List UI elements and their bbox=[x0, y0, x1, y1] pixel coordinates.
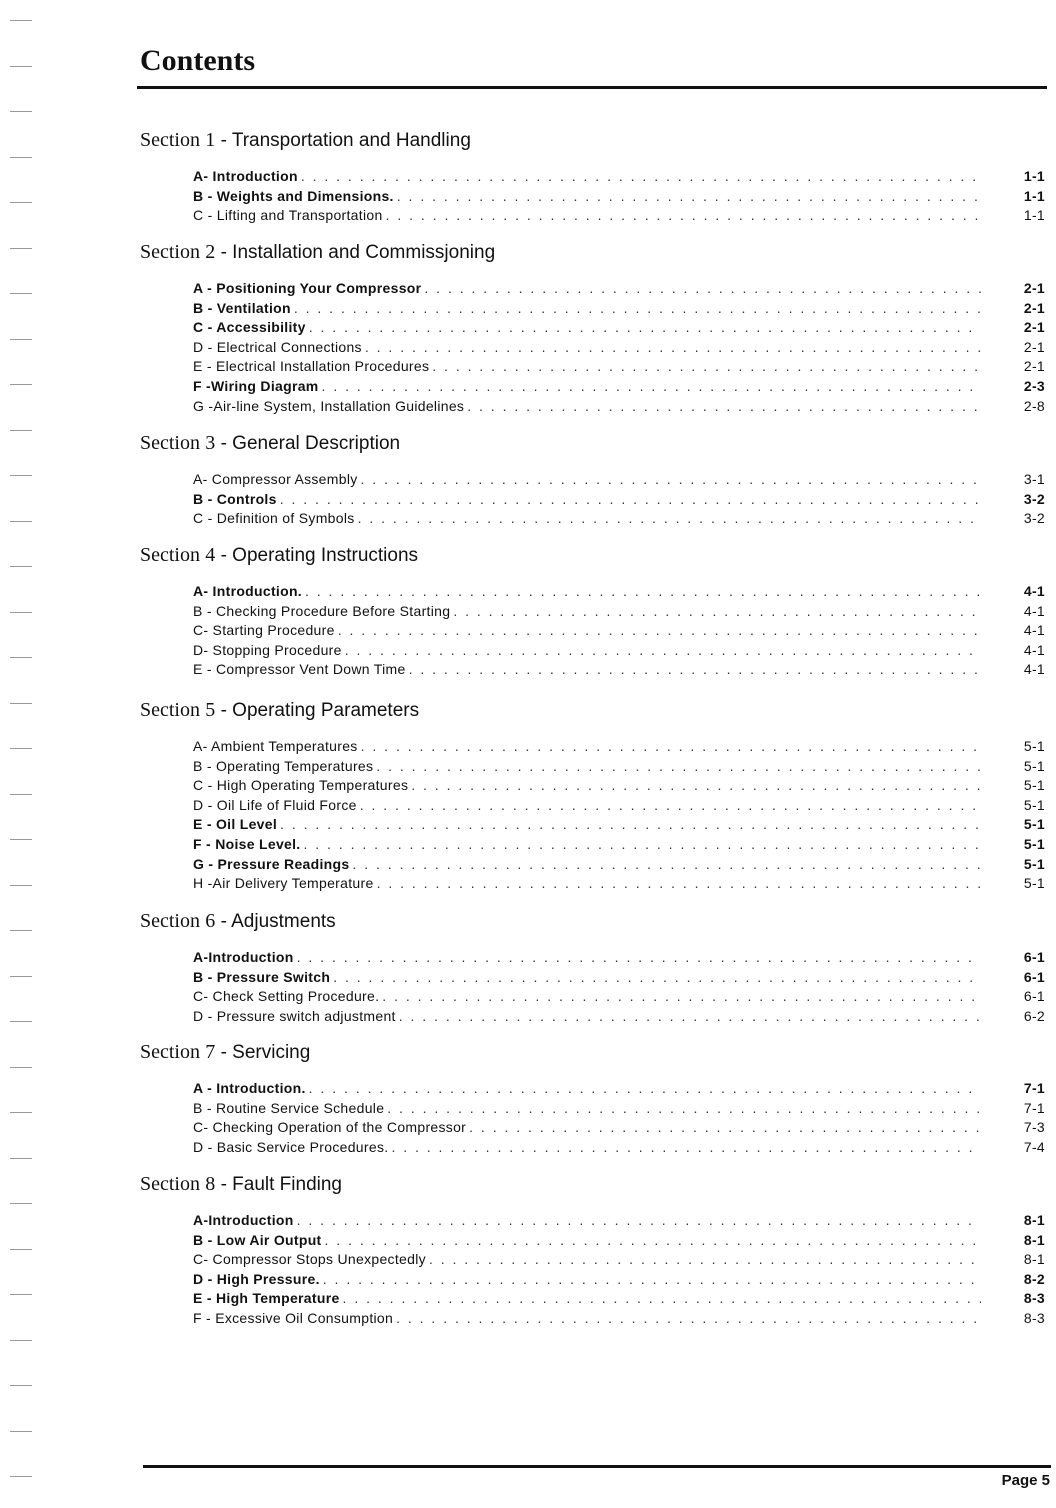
dot-leader bbox=[429, 1250, 981, 1270]
section-title: - Installation and Commissjoning bbox=[220, 242, 496, 263]
section-title: - Servicing bbox=[220, 1042, 311, 1063]
section-heading[interactable] bbox=[140, 241, 1045, 279]
section-word: Section bbox=[140, 1173, 200, 1195]
entry-label: D - Electrical Connections bbox=[193, 338, 362, 355]
entry-page: 2-1 bbox=[1023, 280, 1045, 296]
toc-entry[interactable] bbox=[193, 1138, 1045, 1158]
toc-entry[interactable] bbox=[193, 299, 1045, 319]
binding-mark bbox=[10, 202, 32, 203]
entry-label: B - Pressure Switch bbox=[193, 968, 331, 985]
toc-entry[interactable] bbox=[193, 1270, 1045, 1290]
entry-label: D - Basic Service Procedures. bbox=[193, 1138, 389, 1155]
toc-entry[interactable] bbox=[193, 1211, 1045, 1231]
entry-label: D - High Pressure. bbox=[193, 1270, 320, 1287]
section-heading[interactable] bbox=[140, 129, 1045, 167]
binding-mark bbox=[10, 475, 32, 476]
entry-label: F -Wiring Diagram bbox=[193, 377, 319, 394]
section-word: Section bbox=[140, 544, 200, 566]
section-number: 5 bbox=[205, 699, 216, 721]
binding-mark bbox=[10, 521, 32, 522]
entry-page: 2-1 bbox=[1023, 299, 1045, 316]
dot-leader bbox=[338, 621, 981, 641]
binding-mark bbox=[10, 157, 32, 158]
dot-leader bbox=[301, 167, 981, 187]
toc-entry[interactable] bbox=[193, 279, 1045, 299]
dot-leader bbox=[386, 206, 981, 226]
entry-label: B - Checking Procedure Before Starting bbox=[193, 602, 451, 619]
entry-label: C- Starting Procedure bbox=[193, 622, 335, 639]
entry-page: 5-1 bbox=[1023, 777, 1045, 794]
dot-leader bbox=[294, 299, 981, 319]
entry-label: C - High Operating Temperatures bbox=[193, 777, 409, 794]
toc-section-2 bbox=[140, 241, 1045, 416]
section-word: Section bbox=[140, 910, 200, 932]
toc-entry[interactable] bbox=[193, 855, 1045, 875]
binding-mark bbox=[10, 1294, 32, 1295]
dot-leader bbox=[297, 1211, 981, 1231]
entry-page: 8-1 bbox=[1023, 1212, 1045, 1228]
binding-mark bbox=[10, 293, 32, 294]
section-heading[interactable] bbox=[140, 910, 1045, 948]
section-number: 6 bbox=[205, 910, 216, 932]
toc-entry[interactable] bbox=[193, 660, 1045, 680]
entry-page: 4-1 bbox=[1023, 641, 1045, 658]
entry-label: A- Compressor Assembly bbox=[193, 471, 358, 487]
dot-leader bbox=[376, 757, 981, 777]
dot-leader bbox=[411, 776, 981, 796]
binding-mark bbox=[10, 1112, 32, 1113]
entry-page: 7-1 bbox=[1023, 1099, 1045, 1116]
binding-mark bbox=[10, 20, 32, 21]
binding-mark bbox=[10, 794, 32, 795]
section-word: Section bbox=[140, 432, 200, 454]
dot-leader bbox=[387, 1099, 981, 1119]
entry-label: A- Introduction bbox=[193, 168, 298, 184]
dot-leader bbox=[297, 948, 981, 968]
section-title: - Fault Finding bbox=[220, 1174, 343, 1195]
entry-label: F - Noise Level. bbox=[193, 835, 301, 852]
binding-mark bbox=[10, 430, 32, 431]
entry-label: B - Operating Temperatures bbox=[193, 757, 374, 774]
entry-label: C - Lifting and Transportation bbox=[193, 207, 383, 224]
toc-entry[interactable] bbox=[193, 490, 1045, 510]
section-title: - Operating Instructions bbox=[220, 545, 419, 566]
binding-mark bbox=[10, 930, 32, 931]
binding-mark bbox=[10, 976, 32, 977]
entry-label: B - Weights and Dimensions. bbox=[193, 187, 394, 204]
dot-leader bbox=[280, 490, 981, 510]
entry-page: 8-1 bbox=[1023, 1251, 1045, 1268]
toc-section-1 bbox=[140, 129, 1045, 226]
entry-page: 1-1 bbox=[1023, 207, 1045, 224]
toc-entry[interactable] bbox=[193, 815, 1045, 835]
toc-section-8 bbox=[140, 1173, 1045, 1329]
dot-leader bbox=[382, 987, 981, 1007]
entry-page: 6-2 bbox=[1023, 1007, 1045, 1024]
entry-page: 7-4 bbox=[1023, 1138, 1045, 1155]
entry-label: B - Controls bbox=[193, 490, 277, 507]
dot-leader bbox=[365, 338, 981, 358]
entry-label: A- Ambient Temperatures bbox=[193, 738, 358, 754]
dot-leader bbox=[399, 1007, 981, 1027]
dot-leader bbox=[361, 470, 981, 490]
entry-page: 2-8 bbox=[1023, 397, 1045, 414]
binding-mark bbox=[10, 1158, 32, 1159]
dot-leader bbox=[467, 397, 981, 417]
binding-mark bbox=[10, 1067, 32, 1068]
section-word: Section bbox=[140, 129, 200, 151]
dot-leader bbox=[396, 1309, 981, 1329]
toc-entry[interactable] bbox=[193, 187, 1045, 207]
toc-entry[interactable] bbox=[193, 641, 1045, 661]
dot-leader bbox=[361, 737, 981, 757]
toc-entry[interactable] bbox=[193, 509, 1045, 529]
entry-page: 6-1 bbox=[1023, 949, 1045, 965]
toc-entry[interactable] bbox=[193, 357, 1045, 377]
entry-page: 8-2 bbox=[1023, 1270, 1045, 1287]
binding-mark bbox=[10, 1476, 32, 1477]
entry-label: D - Oil Life of Fluid Force bbox=[193, 796, 357, 813]
entry-page: 4-1 bbox=[1023, 583, 1045, 599]
entry-page: 4-1 bbox=[1023, 661, 1045, 678]
dot-leader bbox=[453, 602, 981, 622]
entry-page: 7-3 bbox=[1023, 1119, 1045, 1136]
page-number: Page 5 bbox=[1001, 1472, 1050, 1489]
section-heading[interactable] bbox=[140, 1041, 1045, 1079]
entry-page: 5-1 bbox=[1023, 835, 1045, 852]
entry-page: 6-1 bbox=[1023, 968, 1045, 985]
toc-entry[interactable] bbox=[193, 1007, 1045, 1027]
toc-entry[interactable] bbox=[193, 621, 1045, 641]
toc-entry[interactable] bbox=[193, 318, 1045, 338]
entry-page: 2-3 bbox=[1023, 377, 1045, 394]
entry-label: D - Pressure switch adjustment bbox=[193, 1007, 396, 1024]
entry-page: 2-1 bbox=[1023, 338, 1045, 355]
entry-page: 5-1 bbox=[1023, 757, 1045, 774]
toc-entry[interactable] bbox=[193, 835, 1045, 855]
entry-page: 7-1 bbox=[1023, 1080, 1045, 1096]
dot-leader bbox=[333, 968, 981, 988]
section-number: 3 bbox=[205, 432, 216, 454]
entry-page: 2-1 bbox=[1023, 358, 1045, 375]
toc-entry[interactable] bbox=[193, 167, 1045, 187]
entry-label: B - Routine Service Schedule bbox=[193, 1099, 385, 1116]
binding-mark bbox=[10, 1385, 32, 1386]
binding-mark bbox=[10, 1340, 32, 1341]
title-divider bbox=[137, 86, 1047, 89]
dot-leader bbox=[280, 815, 981, 835]
entry-page: 1-1 bbox=[1023, 187, 1045, 204]
toc-entry[interactable] bbox=[193, 470, 1045, 490]
entry-page: 5-1 bbox=[1023, 875, 1045, 892]
toc-entry[interactable] bbox=[193, 968, 1045, 988]
entry-label: G - Pressure Readings bbox=[193, 855, 350, 872]
binding-mark bbox=[10, 339, 32, 340]
dot-leader bbox=[397, 187, 981, 207]
section-title: - Transportation and Handling bbox=[220, 130, 471, 151]
section-heading[interactable] bbox=[140, 544, 1045, 582]
dot-leader bbox=[309, 318, 981, 338]
section-word: Section bbox=[140, 699, 200, 721]
entry-label: C- Compressor Stops Unexpectedly bbox=[193, 1251, 426, 1268]
toc-entry[interactable] bbox=[193, 796, 1045, 816]
entry-label: E - Compressor Vent Down Time bbox=[193, 661, 406, 678]
entry-page: 8-1 bbox=[1023, 1231, 1045, 1248]
entry-label: A - Positioning Your Compressor bbox=[193, 280, 422, 296]
entry-label: G -Air-line System, Installation Guidelines bbox=[193, 397, 465, 414]
entry-page: 8-3 bbox=[1023, 1309, 1045, 1326]
entry-label: E - High Temperature bbox=[193, 1290, 340, 1307]
entry-label: E - Oil Level bbox=[193, 816, 278, 833]
toc-section-3 bbox=[140, 432, 1045, 529]
dot-leader bbox=[432, 357, 981, 377]
binding-mark bbox=[10, 111, 32, 112]
entry-page: 8-3 bbox=[1023, 1290, 1045, 1307]
dot-leader bbox=[469, 1118, 981, 1138]
toc-entry[interactable] bbox=[193, 776, 1045, 796]
entry-label: H -Air Delivery Temperature bbox=[193, 875, 374, 892]
entry-page: 4-1 bbox=[1023, 622, 1045, 639]
entry-label: E - Electrical Installation Procedures bbox=[193, 358, 430, 375]
toc-entry[interactable] bbox=[193, 338, 1045, 358]
section-title: - General Description bbox=[220, 433, 401, 454]
binding-mark bbox=[10, 566, 32, 567]
toc-entry[interactable] bbox=[193, 1250, 1045, 1270]
entry-page: 1-1 bbox=[1023, 168, 1045, 184]
section-word: Section bbox=[140, 1041, 200, 1063]
binding-margin-marks bbox=[0, 0, 40, 1508]
dot-leader bbox=[345, 641, 981, 661]
section-heading[interactable] bbox=[140, 699, 1045, 737]
entry-label: A-Introduction bbox=[193, 1212, 294, 1228]
toc-entry[interactable] bbox=[193, 602, 1045, 622]
dot-leader bbox=[360, 796, 981, 816]
entry-label: C - Accessibility bbox=[193, 319, 306, 336]
binding-mark bbox=[10, 885, 32, 886]
section-word: Section bbox=[140, 241, 200, 263]
entry-page: 3-1 bbox=[1023, 471, 1045, 487]
binding-mark bbox=[10, 248, 32, 249]
section-heading[interactable] bbox=[140, 432, 1045, 470]
binding-mark bbox=[10, 839, 32, 840]
toc-entry[interactable] bbox=[193, 874, 1045, 894]
dot-leader bbox=[424, 279, 981, 299]
toc-section-5 bbox=[140, 699, 1045, 894]
binding-mark bbox=[10, 1203, 32, 1204]
toc-entry[interactable] bbox=[193, 377, 1045, 397]
toc-entry[interactable] bbox=[193, 1231, 1045, 1251]
section-title: - Operating Parameters bbox=[220, 700, 420, 721]
footer-divider bbox=[143, 1465, 1051, 1468]
section-number: 1 bbox=[205, 129, 216, 151]
toc-entry[interactable] bbox=[193, 1289, 1045, 1309]
entry-label: A- Introduction. bbox=[193, 583, 302, 599]
dot-leader bbox=[352, 855, 981, 875]
binding-mark bbox=[10, 703, 32, 704]
toc-section-4 bbox=[140, 544, 1045, 680]
toc-entry[interactable] bbox=[193, 1099, 1045, 1119]
binding-mark bbox=[10, 1431, 32, 1432]
dot-leader bbox=[409, 660, 981, 680]
binding-mark bbox=[10, 1249, 32, 1250]
binding-mark bbox=[10, 657, 32, 658]
toc-entry[interactable] bbox=[193, 757, 1045, 777]
entry-label: A-Introduction bbox=[193, 949, 294, 965]
entry-page: 4-1 bbox=[1023, 602, 1045, 619]
entry-page: 2-1 bbox=[1023, 319, 1045, 336]
entry-page: 5-1 bbox=[1023, 816, 1045, 833]
toc-entry[interactable] bbox=[193, 1118, 1045, 1138]
toc-entry[interactable] bbox=[193, 582, 1045, 602]
entry-page: 3-2 bbox=[1023, 490, 1045, 507]
dot-leader bbox=[322, 377, 981, 397]
section-number: 2 bbox=[205, 241, 216, 263]
dot-leader bbox=[343, 1289, 981, 1309]
binding-mark bbox=[10, 66, 32, 67]
entry-label: C- Checking Operation of the Compressor bbox=[193, 1119, 467, 1136]
toc-entry[interactable] bbox=[193, 987, 1045, 1007]
dot-leader bbox=[304, 835, 982, 855]
entry-page: 6-1 bbox=[1023, 988, 1045, 1005]
section-number: 7 bbox=[205, 1041, 216, 1063]
toc-section-7 bbox=[140, 1041, 1045, 1157]
binding-mark bbox=[10, 384, 32, 385]
section-number: 4 bbox=[205, 544, 216, 566]
entry-page: 3-2 bbox=[1023, 510, 1045, 527]
entry-label: D- Stopping Procedure bbox=[193, 641, 342, 658]
entry-label: A - Introduction. bbox=[193, 1080, 306, 1096]
toc-entry[interactable] bbox=[193, 1079, 1045, 1099]
dot-leader bbox=[358, 509, 981, 529]
dot-leader bbox=[305, 582, 981, 602]
toc-entry[interactable] bbox=[193, 948, 1045, 968]
dot-leader bbox=[323, 1270, 981, 1290]
dot-leader bbox=[391, 1138, 981, 1158]
section-heading[interactable] bbox=[140, 1173, 1045, 1211]
entry-label: B - Ventilation bbox=[193, 299, 291, 316]
toc-entry[interactable] bbox=[193, 206, 1045, 226]
entry-page: 5-1 bbox=[1023, 738, 1045, 754]
toc-entry[interactable] bbox=[193, 737, 1045, 757]
page-title: Contents bbox=[140, 44, 256, 77]
dot-leader bbox=[377, 874, 981, 894]
binding-mark bbox=[10, 1021, 32, 1022]
entry-page: 5-1 bbox=[1023, 796, 1045, 813]
section-number: 8 bbox=[205, 1173, 216, 1195]
toc-section-6 bbox=[140, 910, 1045, 1026]
dot-leader bbox=[309, 1079, 981, 1099]
entry-label: C- Check Setting Procedure. bbox=[193, 988, 380, 1005]
entry-label: B - Low Air Output bbox=[193, 1231, 322, 1248]
toc-entry[interactable] bbox=[193, 1309, 1045, 1329]
entry-label: F - Excessive Oil Consumption bbox=[193, 1309, 394, 1326]
binding-mark bbox=[10, 748, 32, 749]
dot-leader bbox=[325, 1231, 981, 1251]
section-title: - Adjustments bbox=[220, 911, 336, 932]
toc-entry[interactable] bbox=[193, 397, 1045, 417]
binding-mark bbox=[10, 612, 32, 613]
entry-label: C - Definition of Symbols bbox=[193, 510, 355, 527]
entry-page: 5-1 bbox=[1023, 855, 1045, 872]
